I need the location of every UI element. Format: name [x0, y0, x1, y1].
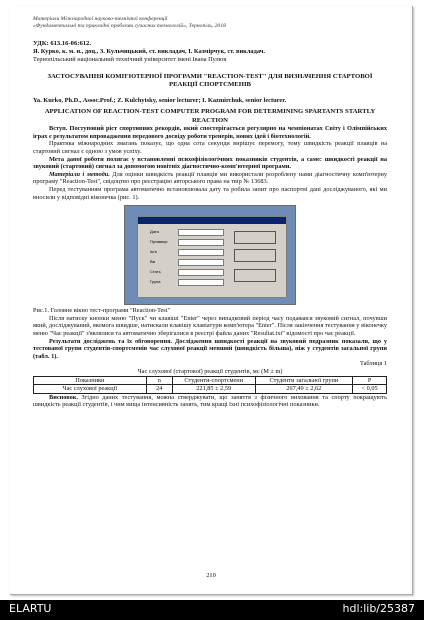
figure-screenshot: [124, 205, 296, 305]
table-cell: 24: [146, 385, 172, 393]
exit-button: [234, 269, 276, 282]
page-number: 210: [206, 572, 216, 579]
table-cell: 221,85 ± 2,59: [172, 385, 255, 393]
table-cell: 267,49 ± 2,62: [255, 385, 353, 393]
methods-text: Для оцінки швидкість реакції плавців ми використали розроблену нами діагностичну комп'ютерну програму "Reaction-Test", свідоцтво про реєстрацію авторського права на твір № 13683.: [33, 170, 387, 186]
results-text: Дослідження швидкості реакції на звуковий подразник показали, що у тестованої групи студентів-спортсменів час слухової реакції менший (швидкість більша), ніж у студентів загальної групи (табл. 1).: [33, 337, 388, 360]
table-header-cell: Студенти-спортсмени: [172, 377, 255, 385]
intro-label: Вступ.: [49, 125, 68, 133]
field-box: [178, 239, 224, 246]
page-content: [33, 16, 387, 409]
aim-paragraph: [33, 156, 387, 171]
procedure-paragraph: Після натиску кнопки меню "Пуск" чи клавіші "Enter" через випадковий період часу подавався звуковий сигнал, почувши який, досліджуваний, якомога швидше, натискали клавішу клавіатури комп'ютера "Enter". Після закінчення тестування у віконечку меню "Час реакції" з'являлися та автоматично зберігалися в реєстрі файла даних "Resultat.txt" відомості про час реакції.: [33, 314, 387, 337]
start-button: [234, 231, 276, 244]
conference-header-line2: «Фундаментальні та прикладні проблеми сучасних технологій», Тернопіль, 2018: [33, 22, 226, 29]
testing-paragraph: Перед тестуванням програма автоматично встановлювала дату та робила запит про паспортні дані досліджуваного, які ми вносили у відповідні віконечка (рис. 1).: [33, 185, 387, 201]
title-en: APPLICATION OF REACTION-TEST COMPUTER PROGRAM FOR DETERMINING SPARTANTS STARTLY REACTION: [44, 108, 376, 124]
table-cell: < 0,05: [353, 385, 387, 393]
field-label: Вік: [150, 259, 156, 265]
program-window: [137, 216, 287, 298]
authors-en: Ya. Kurko, Ph.D., Assoc.Prof.; Z. Kulchytsky, senior lecturer; I. Kazmirchuk, senior lecturer.: [33, 97, 287, 105]
window-titlebar: [138, 217, 286, 224]
aim-text: даної роботи полягає у встановленні психофізіологічних показників студентів, а саме: швидкості реакції на звуковий (стартовий) сигнал за допомогою новітніх діагностично-комп'ютерної програми.: [33, 155, 387, 171]
field-label: Дата: [150, 229, 159, 235]
intro-paragraph: [33, 125, 387, 140]
table-header-cell: Студенти загальної групи: [255, 377, 353, 385]
table-header-cell: n: [146, 377, 172, 385]
field-box: [178, 249, 224, 256]
intro-text: Поступовий ріст спортивних рекордів, який спостерігається регулярно на чемпіонатах Світу і Олімпійських іграх є результатом впровадження передового досвіду роботи тренерів, нових ідей і біотехнологій.: [33, 125, 387, 140]
table-header-row: [34, 377, 387, 385]
table-title: Час слухової (стартової) реакції студентів, мс (M ± m): [137, 367, 283, 375]
footer-bar: [0, 600, 424, 620]
field-box: [178, 279, 224, 286]
document-page: [10, 6, 413, 595]
conclusion-text: Згідно даних тестування, можна стверджувати, що заняття з фізичного виховання та спорту покращують швидкість реакції студентів, і чим вища інтенсивність занять, тим кращі їхні психофізіологічні показники.: [33, 393, 387, 409]
table-header-cell: Показники: [34, 377, 147, 385]
title-ua: ЗАСТОСУВАННЯ КОМП'ЮТЕРНОЇ ПРОГРАМИ "REACTION-TEST" ДЛЯ ВИЗНАЧЕННЯ СТАРТОВОЇ РЕАКЦІЇ СПОРТСМЕНІВ: [47, 72, 373, 88]
field-label: Стать: [150, 269, 161, 275]
conclusion-label: Висновок.: [49, 393, 78, 401]
table-cell: Час слухової реакції: [34, 385, 147, 393]
table-number: Таблиця 1: [359, 360, 387, 368]
reaction-time-box: [234, 249, 276, 262]
footer-left-label: ELARTU: [9, 602, 52, 615]
field-label: Група: [150, 279, 161, 285]
field-box: [178, 259, 224, 266]
table-row: [34, 385, 387, 393]
table-header-cell: P: [353, 377, 387, 385]
results-label: Результати досліджень та їх обговорення.: [49, 337, 173, 345]
field-label: Ім'я: [150, 249, 157, 255]
results-table: [33, 376, 387, 393]
field-box: [178, 229, 224, 236]
authors-ua: Я. Курко, к. м. н., доц., З. Кульчицький, ст. викладач, І. Казмірчук, ст. викладач.: [33, 47, 265, 55]
footer-right-label: hdl:lib/25387: [342, 602, 415, 615]
field-label: Прізвище: [150, 239, 168, 245]
figure-caption: Рис.1. Головне вікно тест-програми "Reaction-Test": [33, 307, 171, 315]
conference-header-line1: Матеріали Міжнародної науково-технічної конференції: [33, 16, 168, 22]
methods-label: Матеріали і методи.: [49, 170, 110, 178]
conclusion-paragraph: [33, 394, 387, 409]
aim-label: Мета: [49, 155, 64, 163]
field-box: [178, 269, 224, 276]
practice-paragraph: Практика міжнародних змагань показує, що одна сота секунди вирішує перемогу, тому швидкість реакції плавців на стартовий сигнал є одною з умов успіху.: [33, 140, 387, 155]
udk-code: УДК: 613.16-06:612.: [33, 39, 91, 47]
methods-paragraph: [33, 171, 387, 186]
results-paragraph: [33, 338, 387, 361]
affiliation: Тернопільський національний технічний університет імені Івана Пулюя: [33, 55, 227, 63]
